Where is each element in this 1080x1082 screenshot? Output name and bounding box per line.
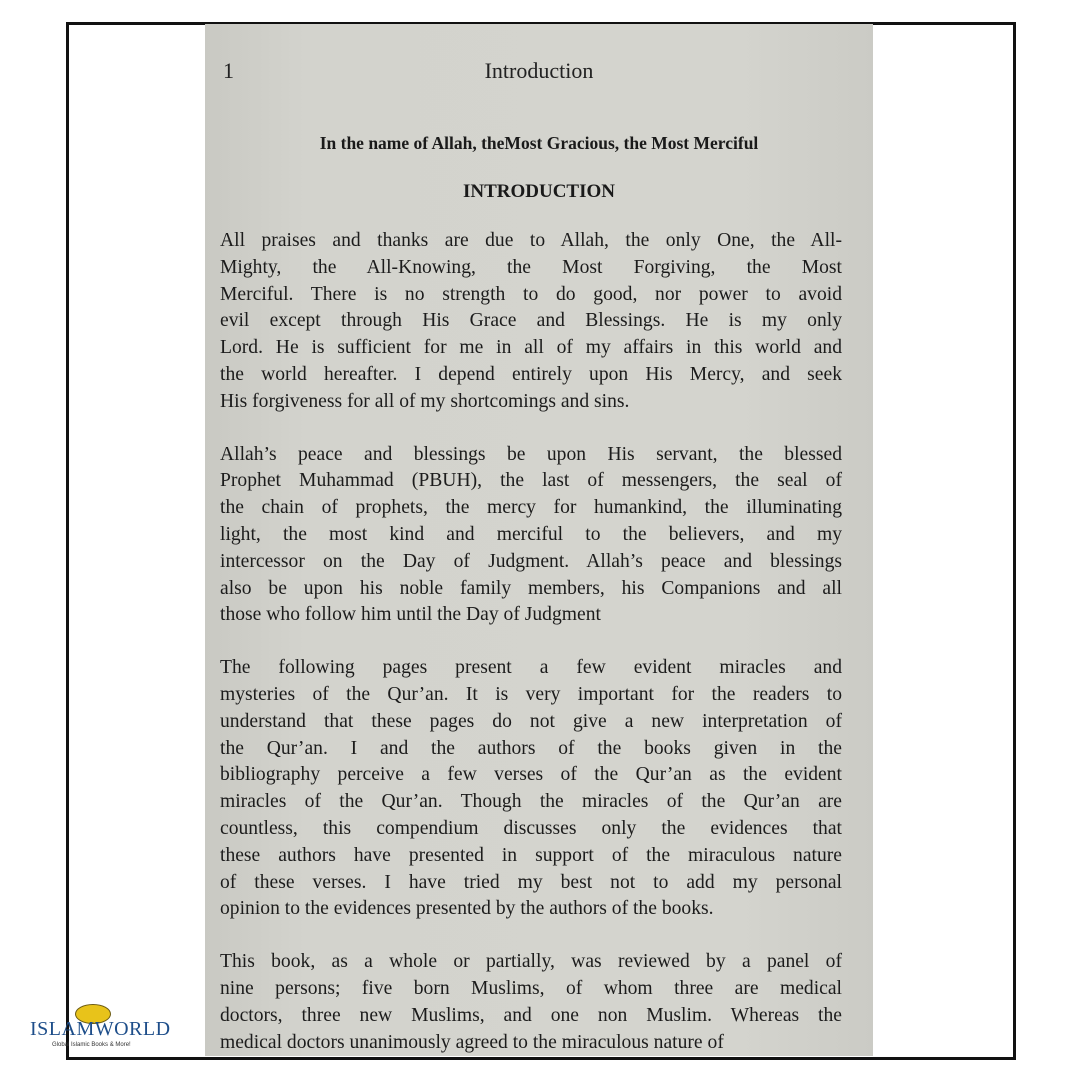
text-line: The following pages present a few evident miracles and [220,657,842,679]
text-line: Merciful. There is no strength to do good, nor power to avoid [220,283,842,305]
text-line: nine persons; five born Muslims, of whom three are medical [220,977,842,999]
text-line: those who follow him until the Day of Judgment [220,604,601,626]
text-line: also be upon his noble family members, his Companions and all [220,577,842,599]
text-line: All praises and thanks are due to Allah, the only One, the All- [220,230,842,251]
text-line: doctors, three new Muslims, and one non Muslim. Whereas the [220,1004,842,1026]
text-line: evil except through His Grace and Blessings. He is my only [220,310,842,332]
text-line: opinion to the evidences presented by the authors of the books. [220,898,714,920]
logo-tagline: Global Islamic Books & More! [52,1042,131,1048]
page-number: 1 [223,58,234,83]
text-line: Mighty, the All-Knowing, the Most Forgiving, the Most [220,256,842,278]
text-line: Allah’s peace and blessings be upon His servant, the blessed [220,443,842,465]
text-line: of these verses. I have tried my best not to add my personal [220,871,842,893]
logo-name: ISLAMWORLD [30,1018,171,1040]
text-line: intercessor on the Day of Judgment. Allah’s peace and blessings [220,550,842,572]
paragraph [220,949,842,1056]
text-line: miracles of the Qur’an. Though the miracles of the Qur’an are [220,791,842,813]
text-line: countless, this compendium discusses only the evidences that [220,817,842,839]
text-line: Lord. He is sufficient for me in all of my affairs in this world and [220,337,842,359]
text-line: Prophet Muhammad (PBUH), the last of messengers, the seal of [220,470,842,492]
text-line: the Qur’an. I and the authors of the books given in the [220,737,842,759]
text-line: these authors have presented in support of the miraculous nature [220,844,842,866]
text-line: understand that these pages do not give a new interpretation of [220,710,842,732]
chapter-heading: INTRODUCTION [462,181,616,202]
invocation: In the name of Allah, theMost Gracious, the Most Merciful [319,133,759,153]
text-line: This book, as a whole or partially, was reviewed by a panel of [220,951,842,973]
running-head: Introduction [484,58,594,83]
text-line: His forgiveness for all of my shortcomings and sins. [220,390,630,412]
text-line: the chain of prophets, the mercy for humankind, the illuminating [220,497,842,519]
paragraph [220,655,842,923]
text-line: medical doctors unanimously agreed to the miraculous nature of [220,1031,724,1053]
text-line: light, the most kind and merciful to the believers, and my [220,523,842,545]
paragraph [220,442,842,630]
text-line: the world hereafter. I depend entirely upon His Mercy, and seek [220,363,842,385]
islamworld-logo [30,1000,171,1060]
text-line: mysteries of the Qur’an. It is very important for the readers to [220,683,842,705]
paragraph [220,228,842,416]
body-text [220,228,842,1082]
text-line: bibliography perceive a few verses of the Qur’an as the evident [220,764,842,786]
